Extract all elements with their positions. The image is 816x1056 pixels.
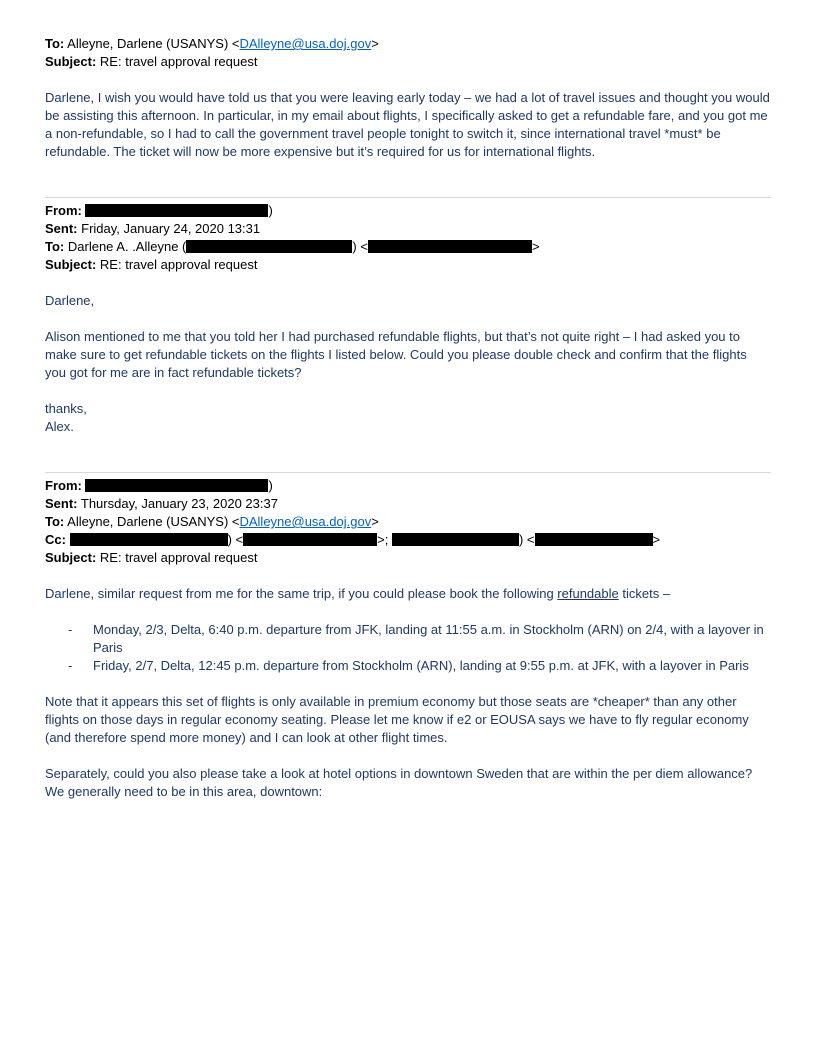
intro-text: Darlene, similar request from me for the same trip, if you could please book the following — [45, 586, 558, 601]
email-3 — [45, 477, 771, 801]
list-item — [45, 621, 771, 657]
to-label: To: — [45, 36, 65, 51]
to-line — [45, 35, 771, 53]
subject-text: RE: travel approval request — [99, 550, 258, 565]
subject-label: Subject: — [45, 550, 97, 565]
to-mid: ) < — [352, 239, 368, 254]
signoff-line-2: Alex. — [45, 419, 74, 434]
subject-text: RE: travel approval request — [99, 54, 258, 69]
redaction-block — [392, 533, 519, 546]
email-1-body: Darlene, I wish you would have told us that you were leaving early today – we had a lot of travel issues and thought you would be assisting this afternoon. In particular, in my email about flights, I specifically asked to get a refundable fare, and you got me a non-refundable, so I had to call the government travel people tonight to switch it, since international travel *must* be refundable. The ticket will now be more expensive but it’s required for us for international flights. — [45, 90, 770, 159]
email-3-para-2: Separately, could you also please take a look at hotel options in downtown Sweden that are within the per diem allowance? We generally need to be in this area, downtown: — [45, 766, 753, 799]
subject-text: RE: travel approval request — [99, 257, 258, 272]
redaction-block — [85, 479, 268, 492]
email-3-para-1: Note that it appears this set of flights is only available in premium economy but those seats are *cheaper* than any other flights on those days in regular economy seating. Please let me know if e2 or EOUSA says we have to fly regular economy (and therefore spend more money) and I can look at other flight times. — [45, 694, 749, 745]
flight-list — [45, 621, 771, 675]
redaction-block — [186, 240, 352, 253]
from-line — [45, 202, 771, 220]
redaction-block — [243, 533, 377, 546]
sent-text: Thursday, January 23, 2020 23:37 — [80, 496, 278, 511]
sent-label: Sent: — [45, 221, 78, 236]
cc-line — [45, 531, 771, 549]
redaction-block — [70, 533, 228, 546]
from-label: From: — [45, 203, 82, 218]
from-line — [45, 477, 771, 495]
sent-label: Sent: — [45, 496, 78, 511]
to-line — [45, 513, 771, 531]
intro-underlined: refundable — [557, 586, 619, 601]
cc-separator: ) < — [227, 532, 244, 547]
from-label: From: — [45, 478, 82, 493]
list-item-text: Monday, 2/3, Delta, 6:40 p.m. departure from JFK, landing at 11:55 a.m. in Stockholm (ARN) on 2/4, with a layover in Paris — [93, 622, 764, 655]
to-email-link[interactable]: DAlleyne@usa.doj.gov — [239, 36, 372, 51]
email-3-intro — [45, 585, 771, 603]
bullet-dash: - — [68, 658, 73, 673]
email-2 — [45, 202, 771, 436]
greeting: Darlene, — [45, 293, 95, 308]
subject-label: Subject: — [45, 54, 97, 69]
signoff-line-1: thanks, — [45, 401, 87, 416]
cc-label: Cc: — [45, 532, 66, 547]
to-label: To: — [45, 514, 65, 529]
to-name: Alleyne, Darlene (USANYS) < — [67, 36, 240, 51]
sent-line — [45, 495, 771, 513]
cc-close: > — [652, 532, 661, 547]
to-email-link[interactable]: DAlleyne@usa.doj.gov — [239, 514, 372, 529]
to-close: > — [371, 514, 379, 529]
sent-line — [45, 220, 771, 238]
to-label: To: — [45, 239, 65, 254]
to-close: > — [531, 239, 540, 254]
email-page — [45, 35, 771, 801]
subject-label: Subject: — [45, 257, 97, 272]
subject-line — [45, 53, 771, 71]
email-1 — [45, 35, 771, 161]
to-name: Darlene A. .Alleyne ( — [67, 239, 187, 254]
redaction-block — [368, 240, 532, 253]
to-close: > — [371, 36, 379, 51]
redaction-block — [535, 533, 653, 546]
from-close: ) — [268, 478, 273, 493]
cc-separator: ) < — [518, 532, 535, 547]
from-close: ) — [268, 203, 273, 218]
email-2-body: Alison mentioned to me that you told her I had purchased refundable flights, but that’s not quite right – I had asked you to make sure to get refundable tickets on the flights I listed below. Could you please double check and confirm that the flights you got for me are in fact refundable tickets? — [45, 329, 747, 380]
bullet-dash: - — [68, 622, 73, 637]
subject-line — [45, 256, 771, 274]
list-item — [45, 657, 771, 675]
to-line — [45, 238, 771, 256]
intro-text-end: tickets – — [618, 586, 671, 601]
subject-line — [45, 549, 771, 567]
redaction-block — [85, 204, 268, 217]
to-name: Alleyne, Darlene (USANYS) < — [67, 514, 240, 529]
cc-separator: >; — [377, 532, 392, 547]
sent-text: Friday, January 24, 2020 13:31 — [81, 221, 261, 236]
list-item-text: Friday, 2/7, Delta, 12:45 p.m. departure from Stockholm (ARN), landing at 9:55 p.m. at JFK, with a layover in Paris — [93, 658, 749, 673]
